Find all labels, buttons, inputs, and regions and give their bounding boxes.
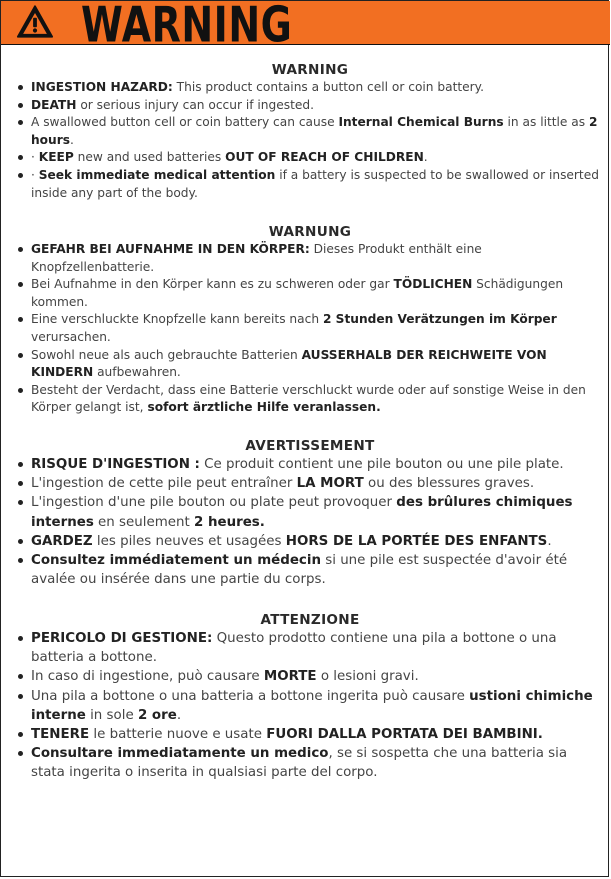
emphasis-text: TÖDLICHEN — [393, 277, 473, 292]
warning-item — [17, 241, 603, 276]
body-text: Dieses Produkt enthält eine Knopfzellenbatterie. — [31, 242, 482, 274]
body-text: Besteht der Verdacht, dass eine Batterie verschluckt wurde oder auf sonstige Weise in den Körper gelangt ist, — [31, 382, 586, 415]
emphasis-text: INGESTION HAZARD: — [31, 80, 173, 94]
warning-list — [17, 79, 603, 202]
body-text: . — [547, 533, 552, 549]
body-text: in sole — [85, 707, 138, 723]
emphasis-text: AUSSERHALB DER REICHWEITE VON KINDERN — [31, 347, 547, 380]
body-text: Bei Aufnahme in den Körper kann es zu schweren oder gar — [31, 277, 394, 292]
body-text: This product contains a button cell or coin battery. — [172, 80, 485, 94]
warning-item — [17, 79, 603, 97]
emphasis-text: GEFAHR BEI AUFNAHME IN DEN KÖRPER: — [31, 242, 310, 256]
emphasis-text: DEATH — [31, 97, 77, 112]
emphasis-text: Consultare immediatamente un medico — [31, 746, 329, 762]
emphasis-text: Consultez immédiatement un médecin — [31, 553, 321, 569]
body-text: or serious injury can occur if ingested. — [76, 97, 315, 112]
section-english — [17, 61, 603, 202]
body-text: Ce produit contient une pile bouton ou une pile plate. — [199, 457, 564, 472]
emphasis-text: Internal Chemical Burns — [338, 115, 504, 130]
body-text: if a battery is suspected to be swallowed or inserted inside any part of the body. — [31, 167, 599, 200]
header-title: WARNING — [81, 0, 293, 54]
section-french — [17, 437, 603, 589]
emphasis-text: GARDEZ — [31, 533, 93, 549]
emphasis-text: FUORI DALLA PORTATA DEI BAMBINI. — [266, 727, 543, 743]
warning-triangle-icon — [16, 4, 54, 39]
body-text: Schädigungen kommen. — [31, 277, 564, 309]
warning-item — [17, 276, 603, 311]
warning-item — [17, 744, 603, 782]
warning-list — [17, 455, 603, 589]
body-text: new and used batteries — [73, 150, 226, 165]
body-text: le batterie nuove e usate — [89, 727, 267, 743]
section-title: AVERTISSEMENT — [245, 438, 375, 454]
body-text: ou des blessures graves. — [363, 476, 535, 492]
emphasis-text: HORS DE LA PORTÉE DES ENFANTS — [285, 533, 548, 549]
body-text: L'ingestion de cette pile peut entraîner — [31, 476, 297, 492]
warning-item — [17, 382, 603, 417]
body-text: aufbewahren. — [93, 365, 181, 380]
body-text: Una pila a bottone o una batteria a bottone ingerita può causare — [31, 688, 470, 704]
body-text: L'ingestion d'une pile bouton ou plate peut provoquer — [31, 495, 397, 511]
warning-item — [17, 311, 603, 346]
body-text: · — [31, 150, 39, 165]
warning-item — [17, 629, 603, 667]
emphasis-text: PERICOLO DI GESTIONE: — [31, 631, 213, 646]
body-text: Eine verschluckte Knopfzelle kann bereits nach — [31, 312, 323, 327]
warning-header-bar — [1, 0, 610, 54]
body-text: In caso di ingestione, può causare — [31, 669, 264, 685]
body-text: A swallowed button cell or coin battery can cause — [31, 115, 339, 130]
section-title: WARNING — [271, 62, 349, 78]
emphasis-text: des brûlures chimiques internes — [31, 495, 573, 530]
warning-item — [17, 493, 603, 531]
warning-item — [17, 149, 603, 167]
body-text: , se si sospetta che una batteria sia stata ingerita o inserita in qualsiasi parte del corpo. — [31, 746, 568, 781]
section-italian — [17, 611, 603, 783]
warning-item — [17, 687, 603, 725]
emphasis-text: 2 heures. — [193, 514, 265, 530]
warning-item — [17, 474, 603, 493]
warning-item — [17, 97, 603, 115]
emphasis-text: ustioni chimiche interne — [31, 688, 593, 723]
warning-item — [17, 725, 603, 744]
emphasis-text: MORTE — [263, 669, 317, 685]
emphasis-text: OUT OF REACH OF CHILDREN — [225, 150, 424, 165]
warning-list — [17, 241, 603, 417]
emphasis-text: 2 hours — [31, 115, 598, 147]
warning-item — [17, 167, 603, 202]
body-text: verursachen. — [31, 329, 111, 344]
emphasis-text: 2 ore — [137, 707, 177, 723]
emphasis-text: Seek immediate medical attention — [38, 167, 276, 182]
body-text: · — [31, 167, 39, 182]
body-text: les piles neuves et usagées — [92, 533, 286, 549]
body-text: . — [70, 132, 74, 147]
body-text: en seulement — [93, 514, 194, 530]
body-text: in as little as — [503, 115, 589, 130]
emphasis-text: TENERE — [31, 727, 90, 743]
emphasis-text: LA MORT — [296, 476, 364, 492]
emphasis-text: 2 Stunden Verätzungen im Körper — [322, 312, 557, 327]
body-text: si une pile est suspectée d'avoir été avalée ou insérée dans une partie du corps. — [31, 553, 568, 588]
warning-item — [17, 455, 603, 474]
section-german — [17, 223, 603, 417]
warning-item — [17, 667, 603, 686]
warning-item — [17, 551, 603, 589]
emphasis-text: sofort ärztliche Hilfe veranlassen. — [147, 400, 381, 415]
warning-item — [17, 532, 603, 551]
body-text: . — [423, 150, 428, 165]
body-text: Sowohl neue als auch gebrauchte Batterien — [31, 347, 302, 362]
emphasis-text: KEEP — [38, 150, 74, 165]
warning-list — [17, 629, 603, 783]
section-title: ATTENZIONE — [260, 612, 360, 628]
emphasis-text: RISQUE D'INGESTION : — [31, 457, 200, 472]
section-title: WARNUNG — [268, 224, 352, 240]
warning-item — [17, 114, 603, 149]
warning-item — [17, 347, 603, 382]
body-text: Questo prodotto contiene una pila a bottone o una batteria a bottone. — [31, 631, 557, 666]
body-text: o lesioni gravi. — [316, 669, 419, 685]
body-text: . — [176, 707, 182, 723]
